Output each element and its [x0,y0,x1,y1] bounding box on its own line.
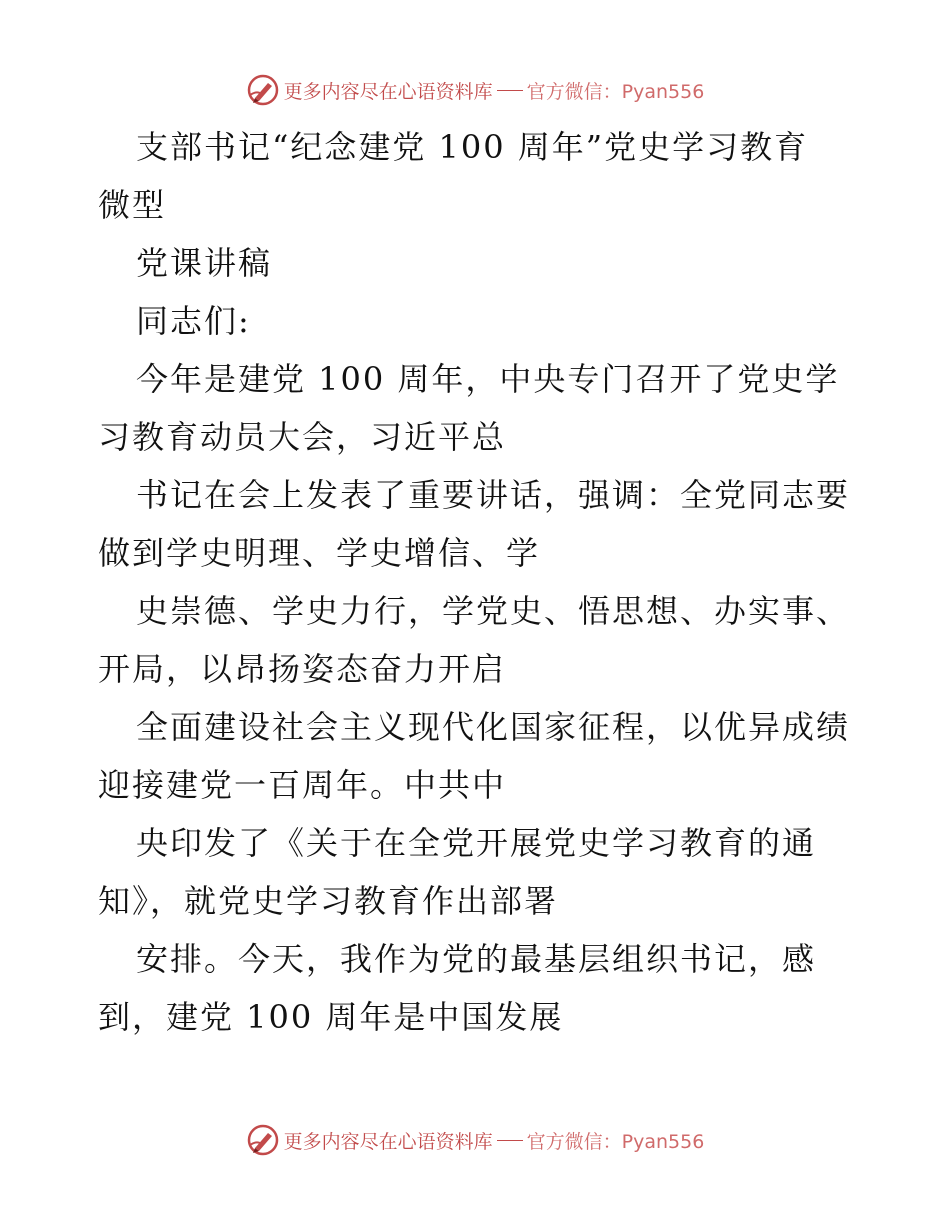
text-line: 知》，就党史学习教育作出部署 [98,882,559,920]
text-line: 做到学史明理、学史增信、学 [98,534,541,572]
text-line: 史崇德、学史力行，学党史、悟思想、办实事、 [136,592,851,630]
text-line: 微型 [98,186,167,224]
text-line: 习教育动员大会，习近平总 [98,418,507,456]
text-line: 开局，以昂扬姿态奋力开启 [98,650,507,688]
pen-logo-icon [246,73,280,107]
text-line: 支部书记“纪念建党 100 周年”党史学习教育 [136,128,809,166]
pen-logo-icon [246,1123,280,1157]
text-line: 到，建党 100 周年是中国发展 [98,998,564,1036]
banner-text: 更多内容尽在心语资料库 [283,1130,493,1153]
header-banner [0,72,950,108]
text-line: 央印发了《关于在全党开展党史学习教育的通 [136,824,817,862]
document-body [98,118,858,1046]
banner-wechat: 官方微信：Pyan556 [526,1130,705,1153]
text-line: 同志们: [136,302,251,340]
banner-dash [497,90,523,91]
banner-dash [497,1140,523,1141]
banner-wechat: 官方微信：Pyan556 [526,80,705,103]
banner-text: 更多内容尽在心语资料库 [283,80,493,103]
text-line: 安排。今天，我作为党的最基层组织书记，感 [136,940,817,978]
footer-banner [0,1122,950,1158]
text-line: 书记在会上发表了重要讲话，强调：全党同志要 [136,476,851,514]
text-line: 全面建设社会主义现代化国家征程，以优异成绩 [136,708,851,746]
text-line: 党课讲稿 [136,244,273,282]
text-line: 迎接建党一百周年。中共中 [98,766,507,804]
text-line: 今年是建党 100 周年，中央专门召开了党史学 [136,360,840,398]
